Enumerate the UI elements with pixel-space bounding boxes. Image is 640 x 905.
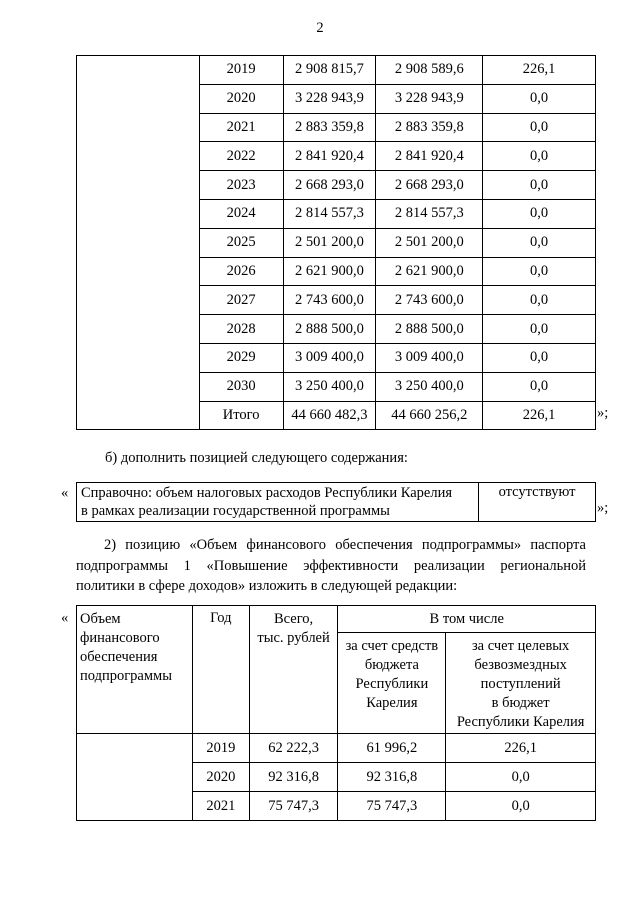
tax-expenditure-box (76, 482, 596, 522)
table-row (77, 734, 596, 763)
year-cell: 2024 (199, 199, 283, 228)
grants-cell: 0,0 (483, 286, 596, 315)
box-value: отсутствуют (498, 484, 576, 500)
col-budget-header-line: бюджета (364, 657, 419, 673)
year-cell: 2027 (199, 286, 283, 315)
total-cell: 2 883 359,8 (283, 113, 376, 142)
year-cell: 2026 (199, 257, 283, 286)
empty-label-cell (77, 56, 200, 430)
year-cell: Итого (199, 401, 283, 430)
label-line: Объем (80, 611, 121, 627)
year-cell: 2023 (199, 171, 283, 200)
col-grants-header-line: безвозмездных (474, 657, 567, 673)
label-line: финансового (80, 630, 160, 646)
year-cell: 2028 (199, 315, 283, 344)
col-grants-header-line: за счет целевых (471, 638, 570, 654)
year-cell: 2019 (192, 734, 249, 763)
grants-cell: 226,1 (483, 56, 596, 85)
subprogram-label-cell (77, 606, 193, 734)
col-grants-header-line: в бюджет (491, 695, 550, 711)
grants-cell: 0,0 (483, 84, 596, 113)
grants-cell: 0,0 (483, 228, 596, 257)
total-cell: 3 250 400,0 (283, 372, 376, 401)
total-cell: 2 814 557,3 (283, 199, 376, 228)
grants-cell: 0,0 (483, 257, 596, 286)
grants-cell: 0,0 (483, 113, 596, 142)
budget-cell: 75 747,3 (338, 792, 446, 821)
col-budget-header-line: за счет средств (345, 638, 439, 654)
paragraph-2-line1: 2) позицию «Объем финансового обеспечения подпрограммы» паспорта (104, 537, 586, 553)
total-cell: 2 668 293,0 (283, 171, 376, 200)
total-cell: 2 621 900,0 (283, 257, 376, 286)
grants-cell: 0,0 (483, 142, 596, 171)
funding-table (76, 55, 596, 430)
total-cell: 92 316,8 (249, 763, 338, 792)
year-cell: 2022 (199, 142, 283, 171)
box-text-line1: Справочно: объем налоговых расходов Республики Карелия (81, 485, 452, 501)
box-open-quote: « (61, 485, 69, 501)
budget-cell: 3 228 943,9 (376, 84, 483, 113)
grants-cell: 0,0 (483, 199, 596, 228)
total-cell: 62 222,3 (249, 734, 338, 763)
budget-cell: 3 250 400,0 (376, 372, 483, 401)
budget-cell: 2 621 900,0 (376, 257, 483, 286)
col-budget-header-line: Карелия (366, 695, 418, 711)
empty-label-cell (77, 734, 193, 821)
year-cell: 2021 (192, 792, 249, 821)
grants-cell: 0,0 (446, 763, 596, 792)
label-line: подпрограммы (80, 668, 172, 684)
total-cell: 3 009 400,0 (283, 343, 376, 372)
year-cell: 2020 (199, 84, 283, 113)
budget-cell: 92 316,8 (338, 763, 446, 792)
col-grants-header-line: поступлений (480, 676, 561, 692)
paragraph-2 (76, 535, 586, 597)
year-cell: 2021 (199, 113, 283, 142)
year-cell: 2025 (199, 228, 283, 257)
total-cell: 75 747,3 (249, 792, 338, 821)
year-cell: 2019 (199, 56, 283, 85)
table-row (77, 56, 596, 85)
total-cell: 2 888 500,0 (283, 315, 376, 344)
col-total-header-line: тыс. рублей (257, 630, 330, 646)
budget-cell: 2 743 600,0 (376, 286, 483, 315)
total-cell: 3 228 943,9 (283, 84, 376, 113)
budget-cell: 2 841 920,4 (376, 142, 483, 171)
col-year-header: Год (210, 610, 232, 626)
box-close-quote: »; (597, 500, 609, 516)
budget-cell: 61 996,2 (338, 734, 446, 763)
col-budget-header-line: Республики (355, 676, 429, 692)
label-line: обеспечения (80, 649, 158, 665)
table1-close-quote: »; (597, 405, 609, 421)
paragraph-2-line2: подпрограммы 1 «Повышение эффективности реализации региональной (76, 557, 586, 574)
budget-cell: 2 908 589,6 (376, 56, 483, 85)
total-cell: 44 660 482,3 (283, 401, 376, 430)
budget-cell: 44 660 256,2 (376, 401, 483, 430)
grants-cell: 0,0 (483, 315, 596, 344)
grants-cell: 0,0 (483, 372, 596, 401)
grants-cell: 226,1 (483, 401, 596, 430)
budget-cell: 2 814 557,3 (376, 199, 483, 228)
total-cell: 2 501 200,0 (283, 228, 376, 257)
paragraph-b: б) дополнить позицией следующего содержания: (105, 450, 408, 466)
paragraph-2-line3: политики в сфере доходов» изложить в следующей редакции: (76, 578, 458, 594)
year-cell: 2020 (192, 763, 249, 792)
budget-cell: 2 883 359,8 (376, 113, 483, 142)
total-cell: 2 908 815,7 (283, 56, 376, 85)
grants-cell: 0,0 (483, 171, 596, 200)
box-text-line2: в рамках реализации государственной программы (81, 503, 390, 519)
total-cell: 2 743 600,0 (283, 286, 376, 315)
total-cell: 2 841 920,4 (283, 142, 376, 171)
grants-cell: 0,0 (483, 343, 596, 372)
col-total-header-line: Всего, (274, 611, 314, 627)
grants-cell: 0,0 (446, 792, 596, 821)
budget-cell: 2 888 500,0 (376, 315, 483, 344)
subprogram-funding-table (76, 605, 596, 821)
col-grants-header-line: Республики Карелия (456, 714, 585, 730)
col-incl-header: В том числе (429, 610, 504, 627)
grants-cell: 226,1 (446, 734, 596, 763)
year-cell: 2029 (199, 343, 283, 372)
budget-cell: 3 009 400,0 (376, 343, 483, 372)
page-number: 2 (316, 20, 324, 36)
budget-cell: 2 501 200,0 (376, 228, 483, 257)
budget-cell: 2 668 293,0 (376, 171, 483, 200)
year-cell: 2030 (199, 372, 283, 401)
table2-open-quote: « (61, 610, 69, 626)
